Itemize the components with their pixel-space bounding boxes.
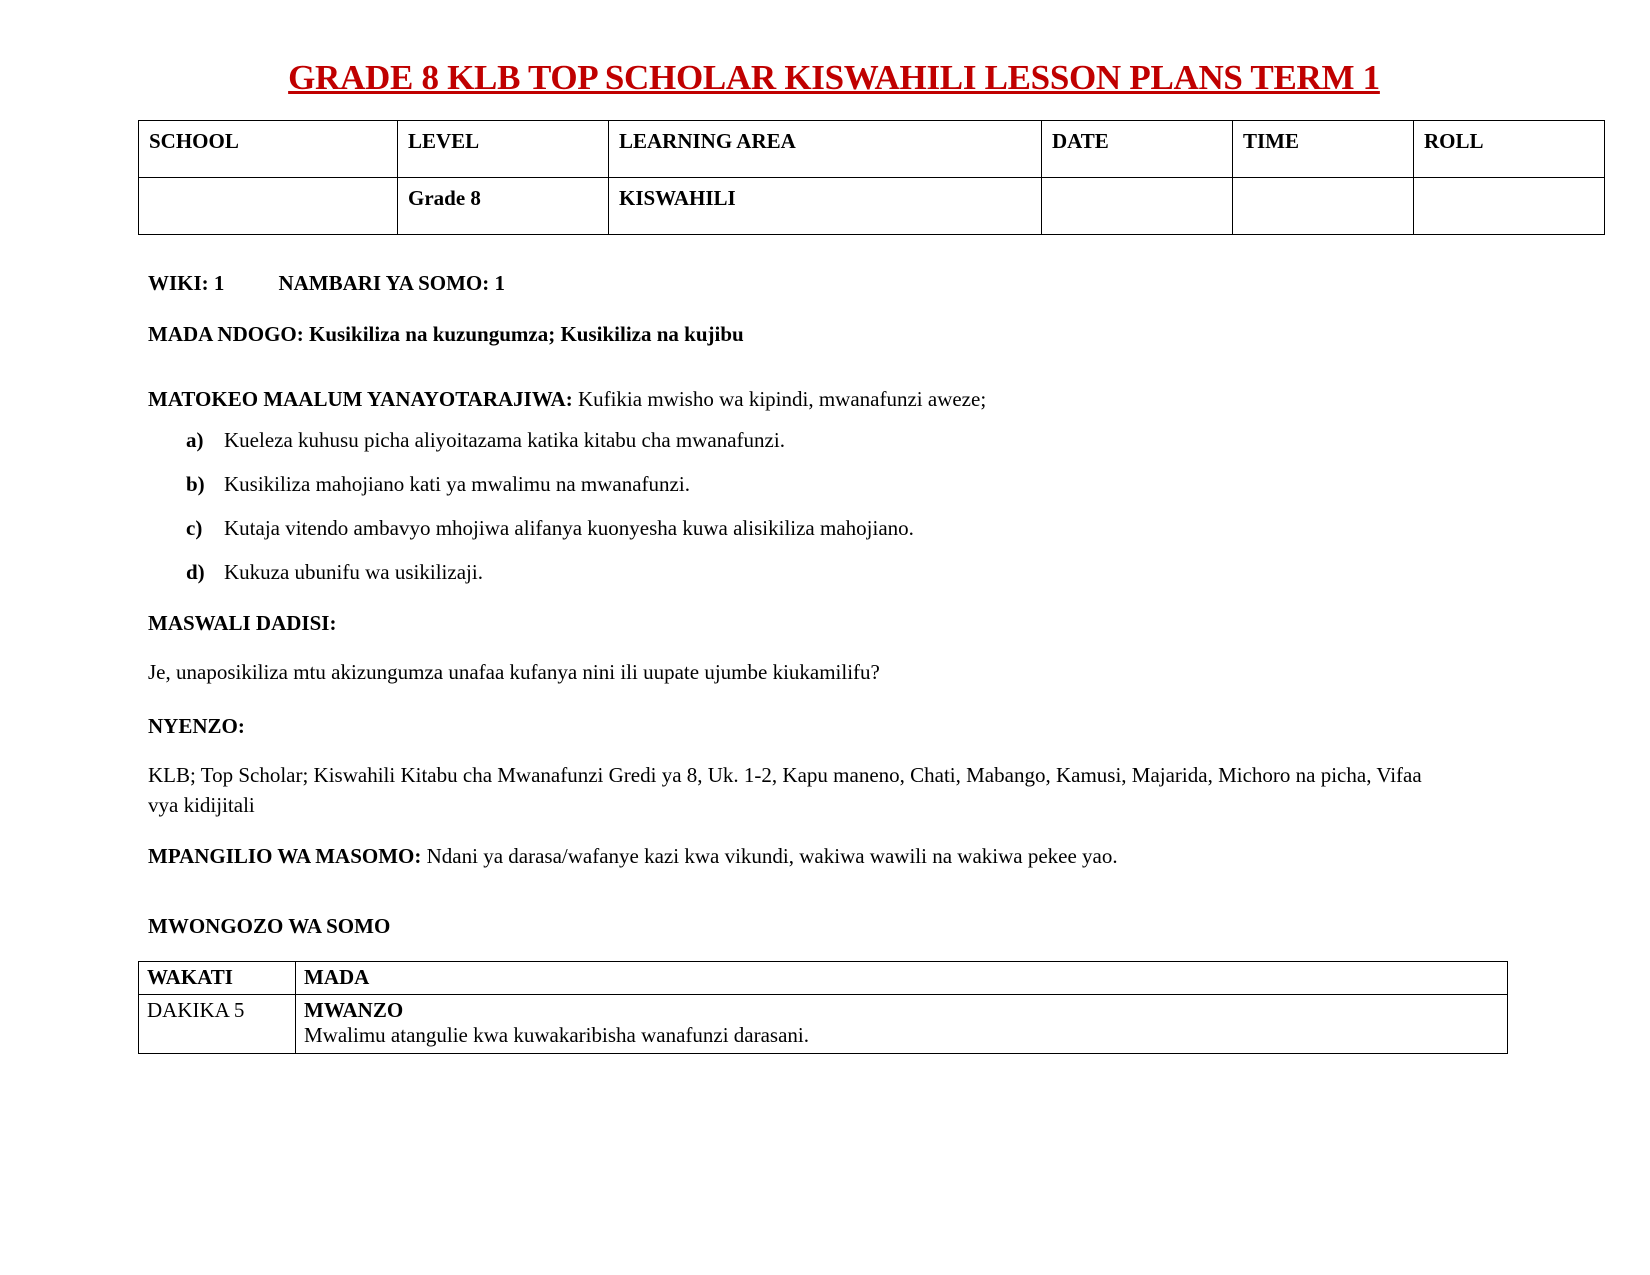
list-marker: a) — [186, 428, 204, 452]
week-label: WIKI: 1 — [148, 271, 225, 295]
guide-heading: MWONGOZO WA SOMO — [148, 914, 391, 939]
list-item — [186, 516, 1520, 541]
questions-text: Je, unaposikiliza mtu akizungumza unafaa kufanya nini ili uupate ujumbe kiukamilifu? — [148, 660, 880, 684]
outcomes-list — [148, 428, 1520, 585]
value-roll — [1414, 178, 1605, 235]
organisation-text: Ndani ya darasa/wafanye kazi kwa vikundi, wakiwa wawili na wakiwa pekee yao. — [426, 844, 1118, 869]
value-learning-area: KISWAHILI — [609, 178, 1042, 235]
organisation-label: MPANGILIO WA MASOMO: — [148, 844, 422, 869]
cell-wakati: DAKIKA 5 — [139, 995, 296, 1053]
header-learning-area: LEARNING AREA — [609, 121, 1042, 178]
stage-content: Mwalimu atangulie kwa kuwakaribisha wanafunzi darasani. — [304, 1023, 809, 1048]
stage-label: MWANZO — [304, 998, 404, 1023]
list-item — [186, 428, 1520, 453]
week-and-lesson-line — [148, 271, 1520, 296]
resources-heading: NYENZO: — [148, 713, 245, 738]
list-text: Kutaja vitendo ambavyo mhojiwa alifanya kuonyesha kuwa alisikiliza mahojiano. — [224, 516, 914, 540]
lesson-guide-table — [138, 961, 1508, 1053]
lesson-number-label: NAMBARI YA SOMO: 1 — [278, 271, 505, 295]
value-date — [1042, 178, 1233, 235]
value-level: Grade 8 — [398, 178, 609, 235]
list-item — [186, 560, 1520, 585]
resources-text: KLB; Top Scholar; Kiswahili Kitabu cha Mwanafunzi Gredi ya 8, Uk. 1-2, Kapu maneno, Chati, Mabango, Kamusi, Majarida, Michoro na picha, Vifaa vya kidijitali — [148, 762, 1422, 817]
organisation-line — [148, 842, 1520, 872]
table-header-row — [139, 962, 1508, 995]
outcomes-heading — [148, 387, 1520, 412]
table-row — [139, 178, 1605, 235]
cell-mada — [296, 995, 1508, 1053]
list-item — [186, 472, 1520, 497]
value-school — [139, 178, 398, 235]
header-roll: ROLL — [1414, 121, 1605, 178]
header-level: LEVEL — [398, 121, 609, 178]
list-text: Kueleza kuhusu picha aliyoitazama katika kitabu cha mwanafunzi. — [224, 428, 785, 452]
outcomes-label: MATOKEO MAALUM YANAYOTARAJIWA: — [148, 387, 573, 411]
list-text: Kusikiliza mahojiano kati ya mwalimu na mwanafunzi. — [224, 472, 690, 496]
questions-heading: MASWALI DADISI: — [148, 611, 337, 635]
table-header-row — [139, 121, 1605, 178]
header-mada: MADA — [296, 962, 1508, 995]
table-row — [139, 995, 1508, 1053]
header-wakati: WAKATI — [139, 962, 296, 995]
list-text: Kukuza ubunifu wa usikilizaji. — [224, 560, 483, 584]
list-marker: d) — [186, 560, 205, 584]
list-marker: b) — [186, 472, 205, 496]
header-school: SCHOOL — [139, 121, 398, 178]
value-time — [1233, 178, 1414, 235]
subtopic-label: MADA NDOGO: — [148, 322, 304, 346]
lesson-info-table — [138, 120, 1605, 235]
outcomes-intro: Kufikia mwisho wa kipindi, mwanafunzi aweze; — [577, 387, 987, 411]
header-date: DATE — [1042, 121, 1233, 178]
subtopic-value: Kusikiliza na kuzungumza; Kusikiliza na kujibu — [309, 322, 744, 346]
header-time: TIME — [1233, 121, 1414, 178]
page-title: GRADE 8 KLB TOP SCHOLAR KISWAHILI LESSON PLANS TERM 1 — [288, 58, 1380, 97]
list-marker: c) — [186, 516, 203, 540]
subtopic-line — [148, 322, 1520, 347]
